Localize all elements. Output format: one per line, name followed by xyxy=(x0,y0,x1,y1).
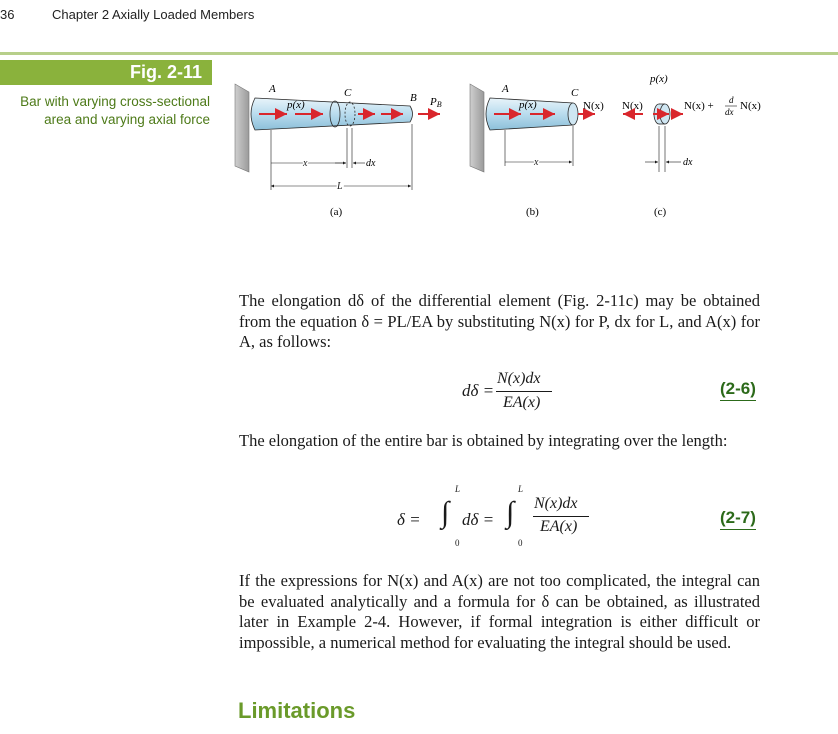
eq26-lhs: dδ = xyxy=(462,381,495,400)
panel-a-label: (a) xyxy=(330,206,343,218)
panel-c-right-suffix: N(x) xyxy=(740,100,761,112)
figure-label: Fig. 2-11 xyxy=(0,60,212,85)
green-rule xyxy=(0,52,838,55)
chapter-header: Chapter 2 Axially Loaded Members xyxy=(52,7,255,22)
panel-a-point-b: B xyxy=(410,92,417,104)
panel-a-dx-dim: dx xyxy=(366,158,376,169)
panel-b-force: N(x) xyxy=(583,100,604,112)
panel-a-x-dim: x xyxy=(303,158,308,169)
eq27-numerator: N(x)dx xyxy=(534,495,578,512)
panel-b-support-label: A xyxy=(502,83,509,95)
panel-c-dist-load: p(x) xyxy=(650,73,668,85)
eq26-number: (2-6) xyxy=(720,379,756,401)
panel-a-dist-load: p(x) xyxy=(287,99,305,111)
panel-a-load-sub: B xyxy=(436,100,442,109)
paragraph-3: If the expressions for N(x) and A(x) are not too complicated, the integral can be evaluated analytically and a formula for δ can be obtained, as illustrated later in Example 2-4. However, if formal integration is either difficult or impossible, a numerical method for evaluating the integral should be used. xyxy=(239,571,760,652)
eq27-integral-sign-1: ∫ xyxy=(441,496,450,529)
figure-2-11 xyxy=(225,62,785,222)
svg-text:PB xyxy=(429,96,442,109)
eq27-integral-sign-2: ∫ xyxy=(506,496,515,529)
panel-c-right-dx: dx xyxy=(725,107,734,117)
figure-caption: Bar with varying cross-sectional area and varying axial force xyxy=(20,94,210,127)
panel-a xyxy=(235,83,442,218)
eq27-lower-limit-1: 0 xyxy=(455,538,460,548)
eq27-denominator: EA(x) xyxy=(540,518,578,535)
panel-c-dx-dim: dx xyxy=(683,157,693,168)
paragraph-1: The elongation dδ of the differential element (Fig. 2-11c) may be obtained from the equation δ = PL/EA by substituting N(x) for P, dx for L, and A(x) for A, as follows: xyxy=(239,291,760,351)
panel-c-right-prefix: N(x) + xyxy=(684,100,714,112)
eq26-fraction-bar xyxy=(496,391,552,392)
panel-c-label: (c) xyxy=(654,206,667,218)
eq26-numerator: N(x)dx xyxy=(497,370,541,387)
panel-b-label: (b) xyxy=(526,206,539,218)
panel-b xyxy=(470,83,604,218)
panel-c xyxy=(622,73,761,218)
eq27-upper-limit-2: L xyxy=(518,484,524,494)
panel-b-dist-load: p(x) xyxy=(519,99,537,111)
panel-c-left-force: N(x) xyxy=(622,100,643,112)
page-number: 36 xyxy=(0,7,15,22)
eq27-number: (2-7) xyxy=(720,508,756,530)
section-heading: Limitations xyxy=(238,698,356,723)
panel-a-load: P xyxy=(430,96,437,108)
svg-text:N(x) + xyxy=(684,100,714,112)
eq27-lhs: δ = xyxy=(397,510,421,529)
panel-c-right-d: d xyxy=(729,95,734,105)
eq27-lower-limit-2: 0 xyxy=(518,538,523,548)
panel-a-length-dim: L xyxy=(337,181,343,192)
paragraph-2: The elongation of the entire bar is obtained by integrating over the length: xyxy=(239,431,728,450)
panel-b-x-dim: x xyxy=(534,157,539,168)
panel-a-point-c: C xyxy=(344,87,352,99)
eq26-denominator: EA(x) xyxy=(503,394,541,411)
panel-b-point-c: C xyxy=(571,87,579,99)
eq27-upper-limit-1: L xyxy=(455,484,461,494)
panel-a-support-label: A xyxy=(269,83,276,95)
eq27-fraction-bar xyxy=(533,516,589,517)
eq27-integral1-body: dδ = xyxy=(462,510,495,529)
